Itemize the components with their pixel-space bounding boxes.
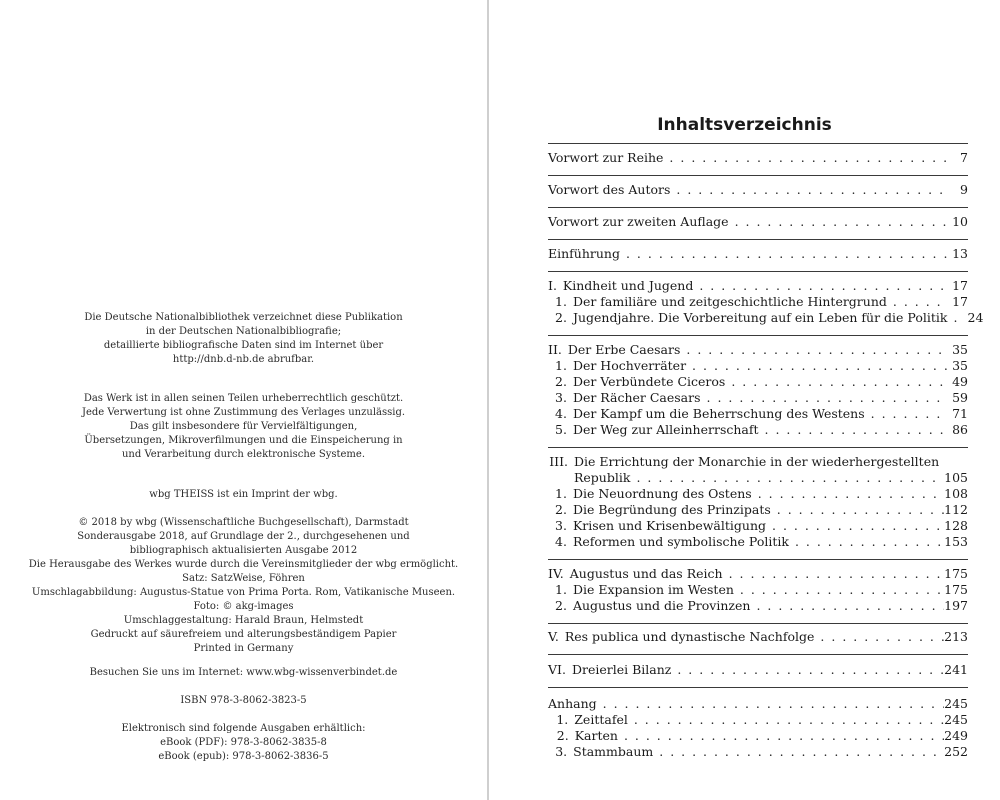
toc-divider-rule bbox=[548, 271, 968, 272]
imprint-line: Umschlagabbildung: Augustus-Statue von Prima Porta. Rom, Vatikanische Museen. bbox=[31, 587, 456, 598]
imprint-line: Gedruckt auf säurefreiem und alterungsbeständigem Papier bbox=[90, 629, 397, 640]
toc-page-number: 7 bbox=[960, 150, 968, 165]
toc-page-number: 17 bbox=[952, 278, 968, 293]
imprint-line: detaillierte bibliografische Daten sind im Internet über bbox=[103, 340, 384, 351]
toc-page-number: 252 bbox=[944, 744, 968, 759]
toc-label: Zeittafel bbox=[574, 712, 628, 727]
toc-leader-dots bbox=[814, 629, 944, 645]
toc-page-number: 112 bbox=[944, 502, 968, 517]
toc-page-number: 197 bbox=[944, 598, 968, 613]
toc-entry-section[interactable] bbox=[555, 406, 968, 422]
imprint-line: Sonderausgabe 2018, auf Grundlage der 2., durchgesehenen und bbox=[77, 531, 410, 542]
toc-number: 4. bbox=[555, 406, 567, 421]
toc-entry-section[interactable] bbox=[555, 358, 968, 374]
toc-page-number: 35 bbox=[952, 342, 968, 357]
toc-number: 1. bbox=[555, 486, 567, 501]
toc-entry-section[interactable] bbox=[555, 728, 968, 744]
toc-label: Vorwort zur zweiten Auflage bbox=[548, 214, 729, 229]
toc-leader-dots bbox=[663, 150, 948, 166]
toc-leader-dots bbox=[750, 598, 944, 614]
toc-label: Die Errichtung der Monarchie in der wiederhergestellten bbox=[574, 454, 940, 469]
toc-label: Einführung bbox=[548, 246, 620, 261]
toc-label: Vorwort des Autors bbox=[548, 182, 671, 197]
toc-number: 1. bbox=[555, 582, 567, 597]
imprint-line: Jede Verwertung ist ohne Zustimmung des Verlages unzulässig. bbox=[81, 407, 406, 418]
toc-number: 2. bbox=[555, 598, 567, 613]
toc-number: I. bbox=[548, 278, 557, 293]
toc-page-number: 49 bbox=[952, 374, 968, 389]
toc-entry-section[interactable] bbox=[555, 534, 968, 550]
toc-leader-dots bbox=[701, 390, 948, 406]
toc-leader-dots bbox=[653, 744, 944, 760]
toc-leader-dots bbox=[947, 310, 963, 326]
imprint-line: eBook (PDF): 978-3-8062-3835-8 bbox=[160, 737, 327, 748]
toc-label: Der Erbe Caesars bbox=[567, 342, 681, 357]
toc-page-number: 13 bbox=[952, 246, 968, 261]
toc-page-number: 59 bbox=[952, 390, 968, 405]
imprint-line: http://dnb.d-nb.de abrufbar. bbox=[172, 354, 315, 365]
imprint-line: Elektronisch sind folgende Ausgaben erhältlich: bbox=[121, 723, 366, 734]
toc-number: 4. bbox=[555, 534, 567, 549]
toc-leader-dots bbox=[620, 246, 948, 262]
toc-entry-chapter[interactable] bbox=[548, 342, 968, 358]
toc-leader-dots bbox=[628, 712, 944, 728]
toc-entry-section[interactable] bbox=[555, 582, 968, 598]
toc-leader-dots bbox=[693, 278, 948, 294]
toc-label: Augustus und das Reich bbox=[569, 566, 723, 581]
toc-page-number: 108 bbox=[944, 486, 968, 501]
toc-leader-dots bbox=[725, 374, 948, 390]
toc-page-number: 24 bbox=[967, 310, 984, 325]
toc-leader-dots bbox=[680, 342, 948, 358]
toc-entry-section[interactable] bbox=[555, 502, 968, 518]
toc-page-number: 245 bbox=[944, 712, 968, 727]
toc-entry-section[interactable] bbox=[555, 422, 968, 438]
toc-divider-rule bbox=[548, 447, 968, 448]
imprint-line: wbg THEISS ist ein Imprint der wbg. bbox=[149, 489, 338, 500]
toc-page-number: 175 bbox=[944, 582, 968, 597]
toc-entry-chapter[interactable] bbox=[574, 470, 968, 486]
toc-label: Der familiäre und zeitgeschichtliche Hintergrund bbox=[572, 294, 887, 309]
toc-entry-front[interactable] bbox=[548, 214, 968, 230]
toc-top-rule bbox=[548, 143, 968, 144]
toc-page-number: 35 bbox=[952, 358, 968, 373]
toc-divider-rule bbox=[548, 687, 968, 688]
toc-page-number: 17 bbox=[952, 294, 968, 309]
toc-leader-dots bbox=[887, 294, 948, 310]
toc-page-number: 71 bbox=[952, 406, 968, 421]
imprint-ebook-editions bbox=[0, 722, 487, 764]
toc-number: 3. bbox=[555, 518, 567, 533]
toc-entry-chapter[interactable] bbox=[548, 629, 968, 645]
toc-entry-section[interactable] bbox=[555, 712, 968, 728]
toc-divider-rule bbox=[548, 559, 968, 560]
imprint-isbn bbox=[0, 694, 487, 708]
toc-page-number: 128 bbox=[944, 518, 968, 533]
toc-page-number: 249 bbox=[944, 728, 968, 743]
toc-page-number: 10 bbox=[952, 214, 968, 229]
toc-leader-dots bbox=[630, 470, 944, 486]
toc-label: Vorwort zur Reihe bbox=[548, 150, 664, 165]
imprint-line: Besuchen Sie uns im Internet: www.wbg-wissenverbindet.de bbox=[89, 667, 398, 678]
toc-page-number: 245 bbox=[944, 696, 968, 711]
toc-number: V. bbox=[548, 629, 559, 644]
toc-leader-dots bbox=[766, 518, 944, 534]
toc-label: Anhang bbox=[548, 696, 597, 711]
toc-label: Stammbaum bbox=[573, 744, 654, 759]
toc-label: Der Weg zur Alleinherrschaft bbox=[572, 422, 759, 437]
toc-page-number: 153 bbox=[944, 534, 968, 549]
toc-divider-rule bbox=[548, 654, 968, 655]
toc-leader-dots bbox=[729, 214, 948, 230]
toc-number: 3. bbox=[555, 390, 567, 405]
toc-number: VI. bbox=[548, 662, 566, 677]
imprint-line: Printed in Germany bbox=[193, 643, 294, 654]
toc-leader-dots bbox=[671, 662, 944, 678]
toc-number: II. bbox=[548, 342, 562, 357]
toc-entry-section[interactable] bbox=[555, 390, 968, 406]
toc-entry-section[interactable] bbox=[555, 744, 968, 760]
toc-entry-section[interactable] bbox=[555, 374, 968, 390]
toc-number: IV. bbox=[548, 566, 564, 581]
toc-number: 1. bbox=[555, 294, 567, 309]
toc-leader-dots bbox=[723, 566, 945, 582]
toc-label: Kindheit und Jugend bbox=[562, 278, 694, 293]
toc-number: 2. bbox=[555, 502, 567, 517]
toc-divider-rule bbox=[548, 623, 968, 624]
toc-leader-dots bbox=[618, 728, 944, 744]
imprint-line: Das gilt insbesondere für Vervielfältigungen, bbox=[129, 421, 358, 432]
toc-page-number: 241 bbox=[944, 662, 968, 677]
toc-entry-appendix[interactable] bbox=[548, 696, 968, 712]
toc-entry-front[interactable] bbox=[548, 182, 968, 198]
imprint-line: und Verarbeitung durch elektronische Systeme. bbox=[121, 449, 365, 460]
toc-label: Der Kampf um die Beherrschung des Westens bbox=[572, 406, 865, 421]
toc-divider-rule bbox=[548, 335, 968, 336]
toc-label: Der Verbündete Ciceros bbox=[572, 374, 726, 389]
imprint-production-credits bbox=[0, 516, 487, 656]
imprint-copyright-notice bbox=[0, 392, 487, 462]
imprint-line: Die Deutsche Nationalbibliothek verzeichnet diese Publikation bbox=[84, 312, 403, 323]
toc-leader-dots bbox=[865, 406, 948, 422]
toc-label: Die Begründung des Prinzipats bbox=[572, 502, 771, 517]
toc-label: Krisen und Krisenbewältigung bbox=[572, 518, 767, 533]
toc-label: Res publica und dynastische Nachfolge bbox=[564, 629, 815, 644]
toc-label: Karten bbox=[574, 728, 618, 743]
toc-leader-dots bbox=[759, 422, 948, 438]
toc-leader-dots bbox=[670, 182, 948, 198]
imprint-line: in der Deutschen Nationalbibliografie; bbox=[145, 326, 342, 337]
toc-entry-chapter[interactable] bbox=[548, 566, 968, 582]
toc-page-number: 213 bbox=[944, 629, 968, 644]
toc-entry-section[interactable] bbox=[555, 310, 984, 326]
toc-number: 1. bbox=[556, 712, 569, 727]
toc-leader-dots bbox=[771, 502, 944, 518]
imprint-line: Foto: © akg-images bbox=[193, 601, 294, 612]
toc-page-number: 86 bbox=[952, 422, 968, 437]
toc-title: Inhaltsverzeichnis bbox=[657, 115, 832, 135]
toc-page-number: 105 bbox=[944, 470, 968, 485]
imprint-line: © 2018 by wbg (Wissenschaftliche Buchgesellschaft), Darmstadt bbox=[78, 517, 409, 528]
imprint-line: Satz: SatzWeise, Föhren bbox=[182, 573, 305, 584]
toc-divider-rule bbox=[548, 175, 968, 176]
toc-leader-dots bbox=[686, 358, 948, 374]
toc-number: 3. bbox=[555, 744, 568, 759]
toc-leader-dots bbox=[752, 486, 944, 502]
toc-page-number: 175 bbox=[944, 566, 968, 581]
toc-number: 2. bbox=[556, 728, 569, 743]
toc-entry-section[interactable] bbox=[555, 294, 968, 310]
imprint-publisher-line bbox=[0, 488, 487, 502]
toc-entry-section[interactable] bbox=[555, 518, 968, 534]
toc-entry-chapter[interactable] bbox=[548, 662, 968, 678]
toc-label: Dreierlei Bilanz bbox=[571, 662, 672, 677]
toc-label: Die Expansion im Westen bbox=[572, 582, 734, 597]
toc-entry-chapter[interactable] bbox=[548, 278, 968, 294]
toc-label: Die Neuordnung des Ostens bbox=[572, 486, 752, 501]
toc-number: 1. bbox=[555, 358, 567, 373]
toc-number: 5. bbox=[555, 422, 567, 437]
toc-label: Jugendjahre. Die Vorbereitung auf ein Leben für die Politik bbox=[572, 310, 948, 325]
imprint-line: Die Herausgabe des Werkes wurde durch die Vereinsmitglieder der wbg ermöglicht. bbox=[28, 559, 459, 570]
toc-chapter-label-line1 bbox=[548, 454, 939, 470]
imprint-website bbox=[0, 666, 487, 680]
toc-divider-rule bbox=[548, 207, 968, 208]
imprint-line: eBook (epub): 978-3-8062-3836-5 bbox=[158, 751, 329, 762]
imprint-line: Das Werk ist in allen seinen Teilen urheberrechtlich geschützt. bbox=[83, 393, 404, 404]
toc-entry-section[interactable] bbox=[555, 486, 968, 502]
toc-number: 2. bbox=[555, 310, 567, 325]
toc-leader-dots bbox=[734, 582, 944, 598]
toc-leader-dots bbox=[789, 534, 944, 550]
toc-entry-front[interactable] bbox=[548, 150, 968, 166]
toc-label: Republik bbox=[574, 470, 631, 485]
imprint-line: ISBN 978-3-8062-3823-5 bbox=[180, 695, 307, 706]
imprint-line: bibliographisch aktualisierten Ausgabe 2012 bbox=[129, 545, 358, 556]
toc-number: III. bbox=[549, 454, 568, 469]
toc-entry-section[interactable] bbox=[555, 598, 968, 614]
toc-leader-dots bbox=[597, 696, 945, 712]
toc-page-number: 9 bbox=[960, 182, 968, 197]
toc-label: Der Rächer Caesars bbox=[572, 390, 701, 405]
imprint-line: Umschlaggestaltung: Harald Braun, Helmstedt bbox=[123, 615, 364, 626]
imprint-line: Übersetzungen, Mikroverfilmungen und die Einspeicherung in bbox=[84, 435, 403, 446]
toc-number: 2. bbox=[555, 374, 567, 389]
toc-label: Augustus und die Provinzen bbox=[572, 598, 751, 613]
toc-label: Reformen und symbolische Politik bbox=[572, 534, 789, 549]
imprint-cip-notice bbox=[0, 311, 487, 367]
toc-entry-front[interactable] bbox=[548, 246, 968, 262]
toc-divider-rule bbox=[548, 239, 968, 240]
toc-label: Der Hochverräter bbox=[572, 358, 687, 373]
